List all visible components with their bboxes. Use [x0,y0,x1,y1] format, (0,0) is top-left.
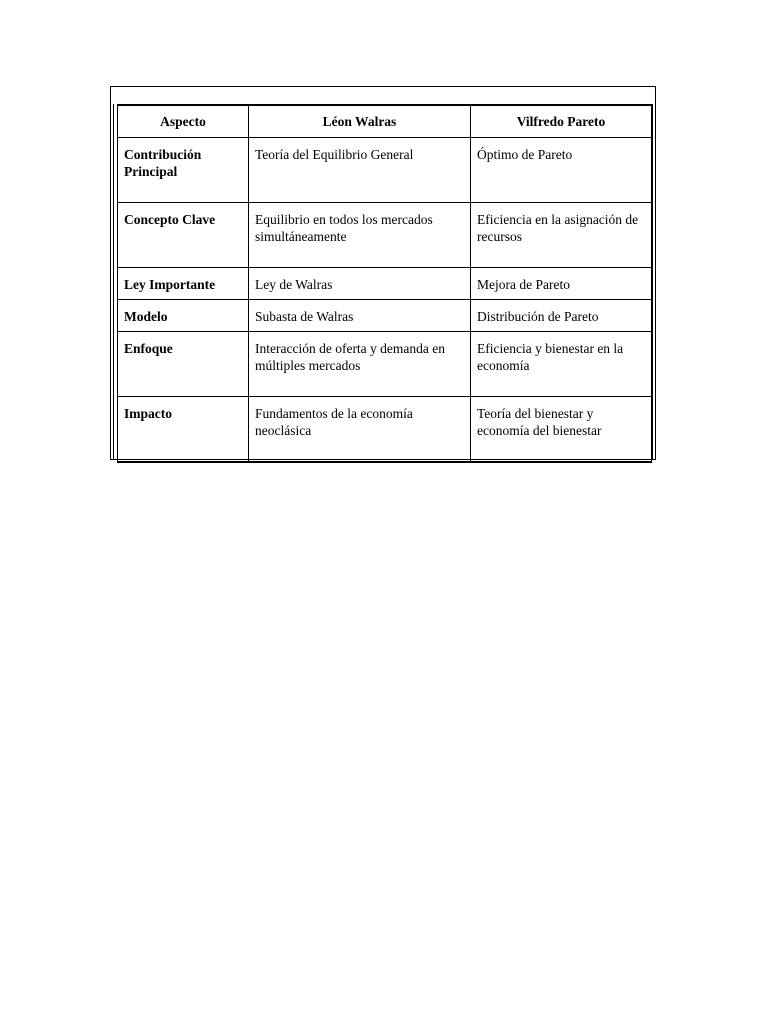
row-pareto-cell: Eficiencia en la asignación de recursos [471,203,652,268]
frame-inner-line-left [113,104,114,460]
row-walras-cell: Subasta de Walras [249,300,471,332]
header-walras: Léon Walras [249,105,471,138]
row-pareto-cell: Mejora de Pareto [471,268,652,300]
table-row [118,300,652,332]
row-aspect-label: Contribución Principal [118,138,249,203]
row-walras-cell: Fundamentos de la economía neoclásica [249,397,471,463]
header-pareto: Vilfredo Pareto [471,105,652,138]
row-pareto-cell: Distribución de Pareto [471,300,652,332]
row-aspect-label: Ley Importante [118,268,249,300]
row-aspect-label: Impacto [118,397,249,463]
table-row [118,138,652,203]
row-walras-cell: Equilibrio en todos los mercados simultáneamente [249,203,471,268]
row-pareto-cell: Óptimo de Pareto [471,138,652,203]
comparison-table [117,104,652,463]
row-walras-cell: Interacción de oferta y demanda en múltiples mercados [249,332,471,397]
table-row [118,397,652,463]
row-pareto-cell: Eficiencia y bienestar en la economía [471,332,652,397]
row-aspect-label: Enfoque [118,332,249,397]
table-row [118,268,652,300]
table-row [118,203,652,268]
row-walras-cell: Ley de Walras [249,268,471,300]
row-walras-cell: Teoría del Equilibrio General [249,138,471,203]
row-aspect-label: Modelo [118,300,249,332]
table-header-row [118,105,652,138]
header-aspect: Aspecto [118,105,249,138]
table-row [118,332,652,397]
row-aspect-label: Concepto Clave [118,203,249,268]
frame-inner-line-right [652,104,653,460]
row-pareto-cell: Teoría del bienestar y economía del bienestar [471,397,652,463]
